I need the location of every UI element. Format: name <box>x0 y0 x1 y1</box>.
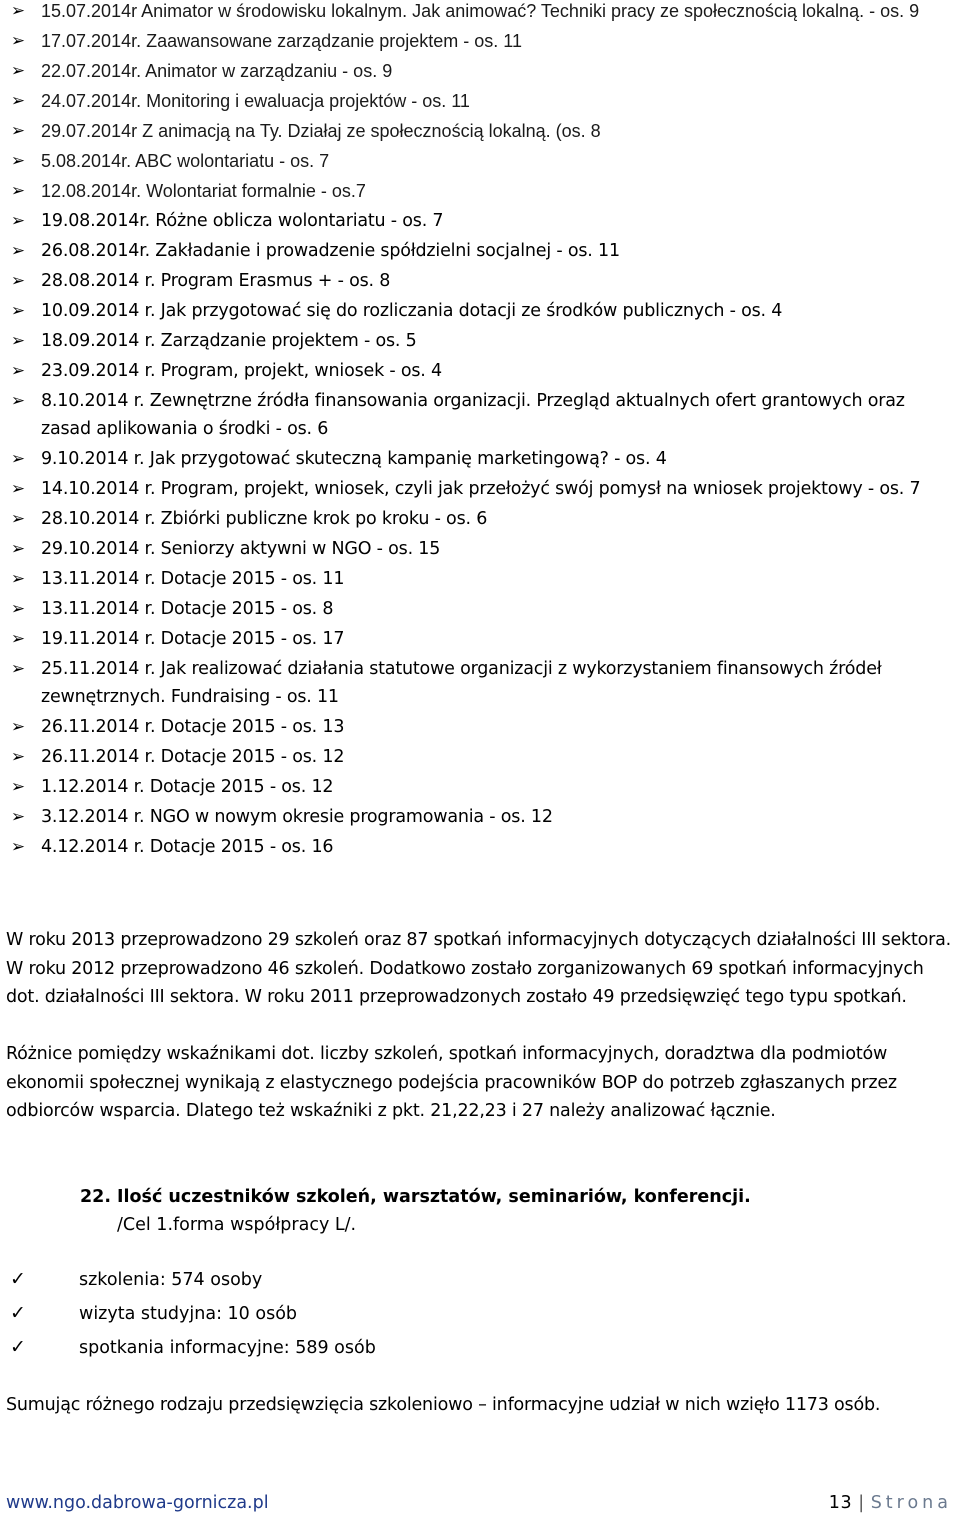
list-item <box>8 595 953 623</box>
check-item-text: wizyta studyjna: 10 osób <box>79 1304 298 1324</box>
list-item-text: 19.08.2014r. Różne oblicza wolontariatu - os. 7 <box>41 211 444 231</box>
list-item <box>8 833 953 861</box>
arrow-bullet-icon: ➢ <box>10 599 26 619</box>
list-item <box>8 387 953 443</box>
arrow-bullet-icon: ➢ <box>10 509 26 529</box>
list-item-text: 1.12.2014 r. Dotacje 2015 - os. 12 <box>41 777 334 797</box>
list-item-text: 8.10.2014 r. Zewnętrzne źródła finansowania organizacji. Przegląd aktualnych ofert grantowych oraz zasad aplikowania o środki - os. 6 <box>41 391 905 439</box>
list-item <box>8 267 953 295</box>
list-item-text: 10.09.2014 r. Jak przygotować się do rozliczania dotacji ze środków publicznych - os. 4 <box>41 301 783 321</box>
list-item-text: 26.11.2014 r. Dotacje 2015 - os. 12 <box>41 747 345 767</box>
list-item <box>8 655 953 711</box>
section-number: 22. <box>80 1187 112 1207</box>
arrow-bullet-icon: ➢ <box>10 151 26 171</box>
arrow-bullet-icon: ➢ <box>10 31 26 51</box>
arrow-bullet-icon: ➢ <box>10 301 26 321</box>
footer-website-link[interactable]: www.ngo.dabrowa-gornicza.pl <box>6 1493 269 1513</box>
page-label: Strona <box>870 1493 952 1513</box>
paragraph-statistics: W roku 2013 przeprowadzono 29 szkoleń oraz 87 spotkań informacyjnych dotyczących działalności III sektora. W roku 2012 przeprowadzono 46 szkoleń. Dodatkowo zostało zorganizowanych 69 spotkań informacyjnych dot. działalności III sektora. W roku 2011 przeprowadzonych zostało 49 przedsięwzięć tego typu spotkań. <box>6 930 952 1008</box>
arrow-bullet-icon: ➢ <box>10 1 26 21</box>
arrow-bullet-icon: ➢ <box>10 181 26 201</box>
list-item-text: 25.11.2014 r. Jak realizować działania statutowe organizacji z wykorzystaniem finansowych źródeł zewnętrznych. Fundraising - os. 11 <box>41 659 882 707</box>
arrow-bullet-icon: ➢ <box>10 211 26 231</box>
list-item <box>8 297 953 325</box>
list-item <box>8 327 953 355</box>
paragraph-differences: Różnice pomiędzy wskaźnikami dot. liczby szkoleń, spotkań informacyjnych, doradztwa dla podmiotów ekonomii społecznej wynikają z elastycznego podejścia pracowników BOP do potrzeb zgłaszanych przez odbiorców wsparcia. Dlatego też wskaźniki z pkt. 21,22,23 i 27 należy analizować łącznie. <box>6 1044 897 1122</box>
arrow-bullet-icon: ➢ <box>10 361 26 381</box>
page-separator: | <box>858 1493 865 1513</box>
arrow-bullet-icon: ➢ <box>10 121 26 141</box>
list-item <box>8 357 953 385</box>
section-heading <box>80 1183 751 1211</box>
arrow-bullet-icon: ➢ <box>10 61 26 81</box>
check-item <box>6 1266 376 1300</box>
list-item-text: 23.09.2014 r. Program, projekt, wniosek - os. 4 <box>41 361 442 381</box>
list-item-text: 15.07.2014r Animator w środowisku lokalnym. Jak animować? Techniki pracy ze społecznością lokalną. - os. 9 <box>41 1 920 21</box>
list-item <box>8 475 953 503</box>
list-item <box>8 117 953 145</box>
list-item-text: 18.09.2014 r. Zarządzanie projektem - os. 5 <box>41 331 417 351</box>
arrow-bullet-icon: ➢ <box>10 331 26 351</box>
arrow-bullet-icon: ➢ <box>10 91 26 111</box>
arrow-bullet-icon: ➢ <box>10 837 26 857</box>
list-item-text: 12.08.2014r. Wolontariat formalnie - os.7 <box>41 181 366 201</box>
check-item-text: szkolenia: 574 osoby <box>79 1270 263 1290</box>
checkmark-icon: ✓ <box>10 1336 26 1358</box>
arrow-bullet-icon: ➢ <box>10 629 26 649</box>
arrow-bullet-icon: ➢ <box>10 539 26 559</box>
list-item <box>8 87 953 115</box>
arrow-bullet-icon: ➢ <box>10 479 26 499</box>
list-item <box>8 147 953 175</box>
arrow-bullet-icon: ➢ <box>10 747 26 767</box>
arrow-bullet-icon: ➢ <box>10 391 26 411</box>
list-item-text: 9.10.2014 r. Jak przygotować skuteczną kampanię marketingową? - os. 4 <box>41 449 667 469</box>
list-item-text: 22.07.2014r. Animator w zarządzaniu - os. 9 <box>41 61 393 81</box>
list-item-text: 4.12.2014 r. Dotacje 2015 - os. 16 <box>41 837 334 857</box>
section-subtitle: /Cel 1.forma współpracy L/. <box>117 1215 357 1235</box>
list-item-text: 14.10.2014 r. Program, projekt, wniosek, czyli jak przełożyć swój pomysł na wniosek projektowy - os. 7 <box>41 479 921 499</box>
arrow-bullet-icon: ➢ <box>10 569 26 589</box>
arrow-bullet-icon: ➢ <box>10 659 26 679</box>
list-item <box>8 535 953 563</box>
list-item-text: 5.08.2014r. ABC wolontariatu - os. 7 <box>41 151 330 171</box>
summary-paragraph: Sumując różnego rodzaju przedsięwzięcia szkoleniowo – informacyjne udział w nich wzięło 1173 osób. <box>6 1395 881 1415</box>
footer-page-indicator <box>829 1489 952 1517</box>
list-item-text: 26.08.2014r. Zakładanie i prowadzenie spółdzielni socjalnej - os. 11 <box>41 241 620 261</box>
page-number: 13 <box>828 1493 853 1513</box>
list-item <box>8 207 953 235</box>
list-item-text: 28.10.2014 r. Zbiórki publiczne krok po kroku - os. 6 <box>41 509 488 529</box>
list-item <box>8 177 953 205</box>
list-item-text: 29.07.2014r Z animacją na Ty. Działaj ze społecznością lokalną. (os. 8 <box>41 121 601 141</box>
training-list <box>8 0 953 863</box>
arrow-bullet-icon: ➢ <box>10 777 26 797</box>
list-item <box>8 505 953 533</box>
check-item <box>6 1334 376 1368</box>
section-title: Ilość uczestników szkoleń, warsztatów, seminariów, konferencji. <box>117 1187 751 1207</box>
arrow-bullet-icon: ➢ <box>10 271 26 291</box>
list-item <box>8 445 953 473</box>
list-item-text: 19.11.2014 r. Dotacje 2015 - os. 17 <box>41 629 345 649</box>
list-item-text: 26.11.2014 r. Dotacje 2015 - os. 13 <box>41 717 345 737</box>
arrow-bullet-icon: ➢ <box>10 717 26 737</box>
arrow-bullet-icon: ➢ <box>10 449 26 469</box>
list-item-text: 24.07.2014r. Monitoring i ewaluacja projektów - os. 11 <box>41 91 470 111</box>
list-item <box>8 0 953 25</box>
list-item-text: 13.11.2014 r. Dotacje 2015 - os. 11 <box>41 569 345 589</box>
list-item <box>8 27 953 55</box>
arrow-bullet-icon: ➢ <box>10 241 26 261</box>
list-item <box>8 237 953 265</box>
list-item-text: 29.10.2014 r. Seniorzy aktywni w NGO - os. 15 <box>41 539 441 559</box>
list-item <box>8 713 953 741</box>
participants-list <box>6 1266 376 1368</box>
list-item-text: 17.07.2014r. Zaawansowane zarządzanie projektem - os. 11 <box>41 31 522 51</box>
check-item <box>6 1300 376 1334</box>
check-item-text: spotkania informacyjne: 589 osób <box>79 1338 376 1358</box>
checkmark-icon: ✓ <box>10 1302 26 1324</box>
list-item <box>8 743 953 771</box>
list-item <box>8 57 953 85</box>
list-item <box>8 773 953 801</box>
arrow-bullet-icon: ➢ <box>10 807 26 827</box>
list-item-text: 28.08.2014 r. Program Erasmus + - os. 8 <box>41 271 391 291</box>
checkmark-icon: ✓ <box>10 1268 26 1290</box>
list-item <box>8 565 953 593</box>
list-item-text: 13.11.2014 r. Dotacje 2015 - os. 8 <box>41 599 334 619</box>
list-item <box>8 625 953 653</box>
list-item <box>8 803 953 831</box>
list-item-text: 3.12.2014 r. NGO w nowym okresie programowania - os. 12 <box>41 807 553 827</box>
